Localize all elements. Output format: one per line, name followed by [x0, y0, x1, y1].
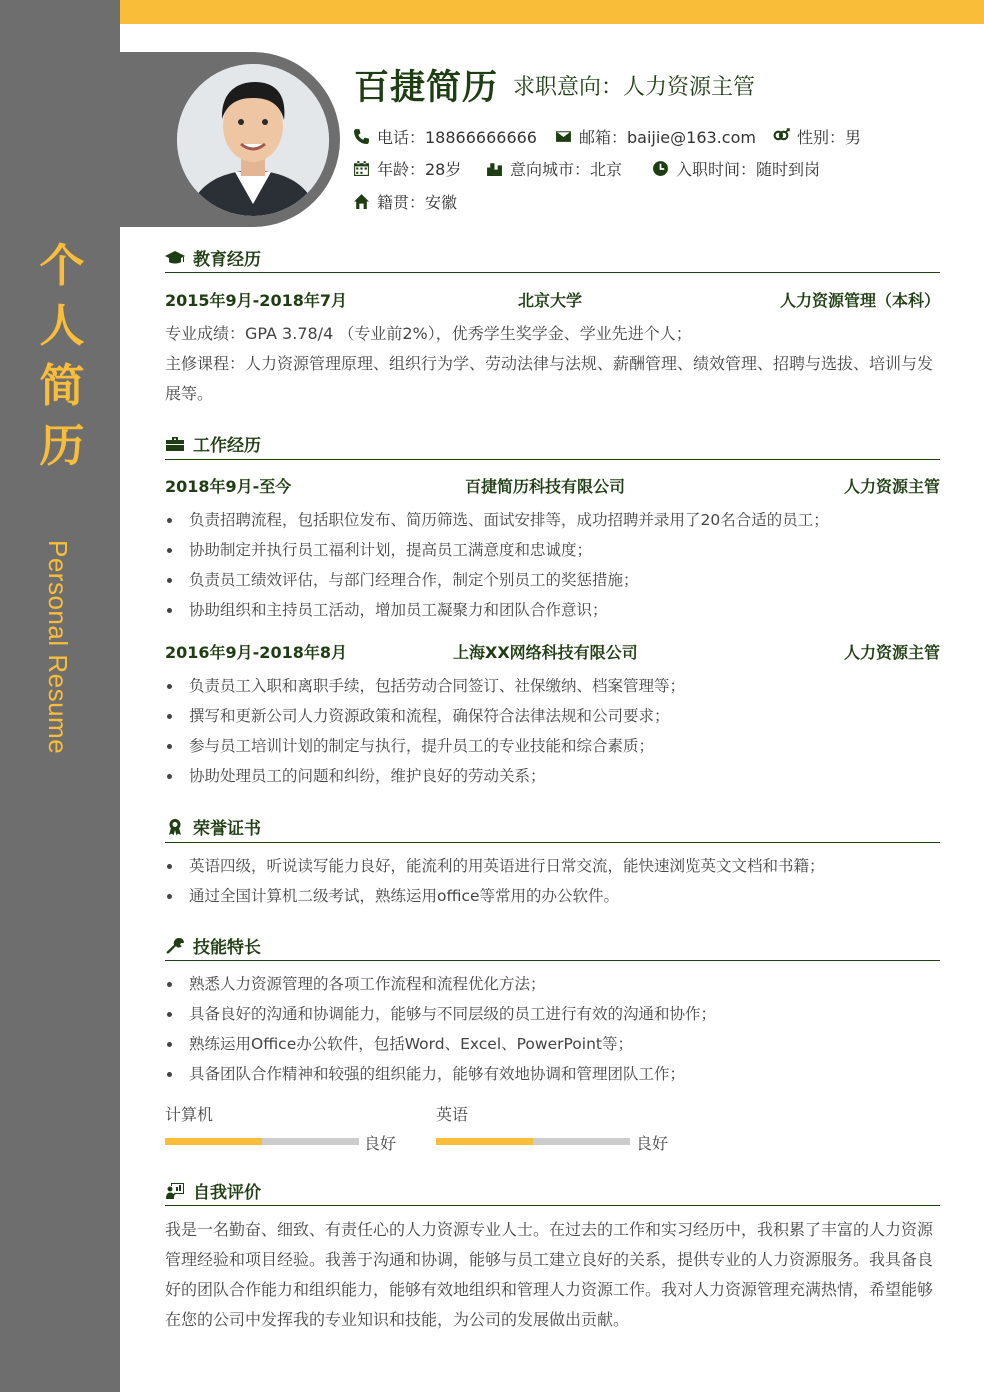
list-item: 具备团队合作精神和较强的组织能力，能够有效地协调和管理团队工作；: [165, 1059, 940, 1089]
start-text: 入职时间：随时到岗: [676, 160, 821, 179]
education-line: 专业成绩：GPA 3.78/4 （专业前2%），优秀学生奖学金、学业先进个人；: [165, 324, 692, 343]
skill-level: 良好: [636, 1134, 669, 1153]
divider: [165, 842, 940, 843]
list-item: 参与员工培训计划的制定与执行，提升员工的专业技能和综合素质；: [165, 731, 940, 761]
sidebar-cn-char: 个: [39, 239, 85, 292]
work-heading: [165, 431, 261, 456]
skill-name: 英语: [436, 1105, 469, 1124]
sidebar-cn-char: 历: [39, 419, 85, 472]
home-icon: [353, 193, 370, 210]
list-item: 通过全国计算机二级考试，熟练运用office等常用的办公软件。: [165, 881, 940, 911]
skill-bar-fill: [165, 1138, 262, 1145]
sidebar-cn-char: 简: [39, 359, 85, 412]
honors-heading: [165, 814, 261, 839]
job-row: [165, 474, 940, 498]
resume-name: 百捷简历: [354, 68, 499, 108]
job-company: 上海XX网络科技有限公司: [453, 643, 638, 662]
list-item: 负责招聘流程，包括职位发布、简历筛选、面试安排等，成功招聘并录用了20名合适的员工；: [165, 505, 940, 535]
list-item: 熟练运用Office办公软件，包括Word、Excel、PowerPoint等；: [165, 1029, 940, 1059]
list-item: 协助处理员工的问题和纠纷，维护良好的劳动关系；: [165, 761, 940, 791]
education-line: 主修课程：人力资源管理原理、组织行为学、劳动法律与法规、薪酬管理、绩效管理、招聘与选拔、培训与发展等。: [165, 354, 934, 403]
avatar: [177, 64, 329, 216]
list-item: 负责员工绩效评估，与部门经理合作，制定个别员工的奖惩措施；: [165, 565, 940, 595]
divider: [165, 272, 940, 273]
list-item: 协助制定并执行员工福利计划，提高员工满意度和忠诚度；: [165, 535, 940, 565]
skills-title: 技能特长: [193, 938, 261, 958]
wrench-icon: [165, 937, 185, 955]
age-text: 年龄：28岁: [377, 160, 462, 179]
divider: [165, 459, 940, 460]
gender-icon: [773, 128, 790, 145]
list-item: 负责员工入职和离职手续，包括劳动合同签订、社保缴纳、档案管理等；: [165, 671, 940, 701]
job-company: 百捷简历科技有限公司: [465, 477, 626, 496]
gender-text: 性别：男: [797, 128, 862, 147]
job-intent: 求职意向：人力资源主管: [513, 75, 756, 100]
origin-info: [353, 190, 457, 213]
job-role: 人力资源主管: [843, 643, 940, 662]
job-period: 2018年9月-至今: [165, 477, 292, 496]
phone-info: [353, 125, 537, 148]
city-icon: [486, 160, 503, 177]
list-item: 英语四级，听说读写能力良好，能流利的用英语进行日常交流，能快速浏览英文文档和书籍；: [165, 851, 940, 881]
skill-name: 计算机: [165, 1105, 214, 1124]
phone-icon: [353, 128, 370, 145]
city-info: [486, 157, 622, 180]
education-school: 北京大学: [518, 291, 583, 310]
honors-title: 荣誉证书: [193, 819, 261, 839]
list-item: 熟悉人力资源管理的各项工作流程和流程优化方法；: [165, 969, 940, 999]
graduation-cap-icon: [165, 249, 185, 267]
skill-bar: [436, 1138, 630, 1145]
education-period: 2015年9月-2018年7月: [165, 291, 347, 310]
start-info: [652, 157, 820, 180]
job-role: 人力资源主管: [843, 477, 940, 496]
divider: [165, 1205, 940, 1206]
job-duties: [165, 671, 940, 791]
education-details: [165, 319, 940, 409]
presentation-icon: [165, 1182, 185, 1200]
list-item: 协助组织和主持员工活动，增加员工凝聚力和团队合作意识；: [165, 595, 940, 625]
gender-info: [773, 125, 861, 148]
email-info: [555, 125, 756, 148]
list-item: 具备良好的沟通和协调能力，能够与不同层级的员工进行有效的沟通和协作；: [165, 999, 940, 1029]
skill-bar-fill: [436, 1138, 533, 1145]
job-period: 2016年9月-2018年8月: [165, 643, 347, 662]
top-accent-bar: [120, 0, 984, 24]
award-icon: [165, 818, 185, 836]
self-eval-heading: [165, 1178, 261, 1203]
age-info: [353, 157, 461, 180]
sidebar-en-title: Personal Resume: [43, 540, 73, 755]
divider: [165, 960, 940, 961]
briefcase-icon: [165, 435, 185, 453]
email-icon: [555, 128, 572, 145]
job-row: [165, 640, 940, 664]
skill-level: 良好: [364, 1134, 397, 1153]
sidebar-cn-title: [36, 236, 88, 476]
skills-heading: [165, 933, 261, 958]
honors-list: [165, 851, 940, 911]
clock-icon: [652, 160, 669, 177]
self-eval-text: 我是一名勤奋、细致、有责任心的人力资源专业人士。在过去的工作和实习经历中，我积累了丰富的人力资源管理经验和项目经验。我善于沟通和协调，能够与员工建立良好的关系，提供专业的人力资源服务。我具备良好的团队合作能力和组织能力，能够有效地组织和管理人力资源工作。我对人力资源管理充满热情，希望能够在您的公司中发挥我的专业知识和技能，为公司的发展做出贡献。: [165, 1220, 934, 1329]
education-row: [165, 288, 940, 312]
sidebar-cn-char: 人: [39, 299, 85, 352]
skills-list: [165, 969, 940, 1089]
origin-text: 籍贯：安徽: [377, 193, 458, 212]
phone-text: 电话：18866666666: [377, 128, 537, 147]
calendar-icon: [353, 160, 370, 177]
city-text: 意向城市：北京: [510, 160, 623, 179]
skill-bar: [165, 1138, 359, 1145]
education-title: 教育经历: [193, 250, 261, 270]
email-text: 邮箱：baijie@163.com: [579, 128, 756, 147]
work-title: 工作经历: [193, 436, 261, 456]
self-eval-title: 自我评价: [193, 1183, 261, 1203]
job-duties: [165, 505, 940, 625]
education-heading: [165, 245, 261, 270]
list-item: 撰写和更新公司人力资源政策和流程，确保符合法律法规和公司要求；: [165, 701, 940, 731]
education-major: 人力资源管理（本科）: [779, 291, 940, 310]
